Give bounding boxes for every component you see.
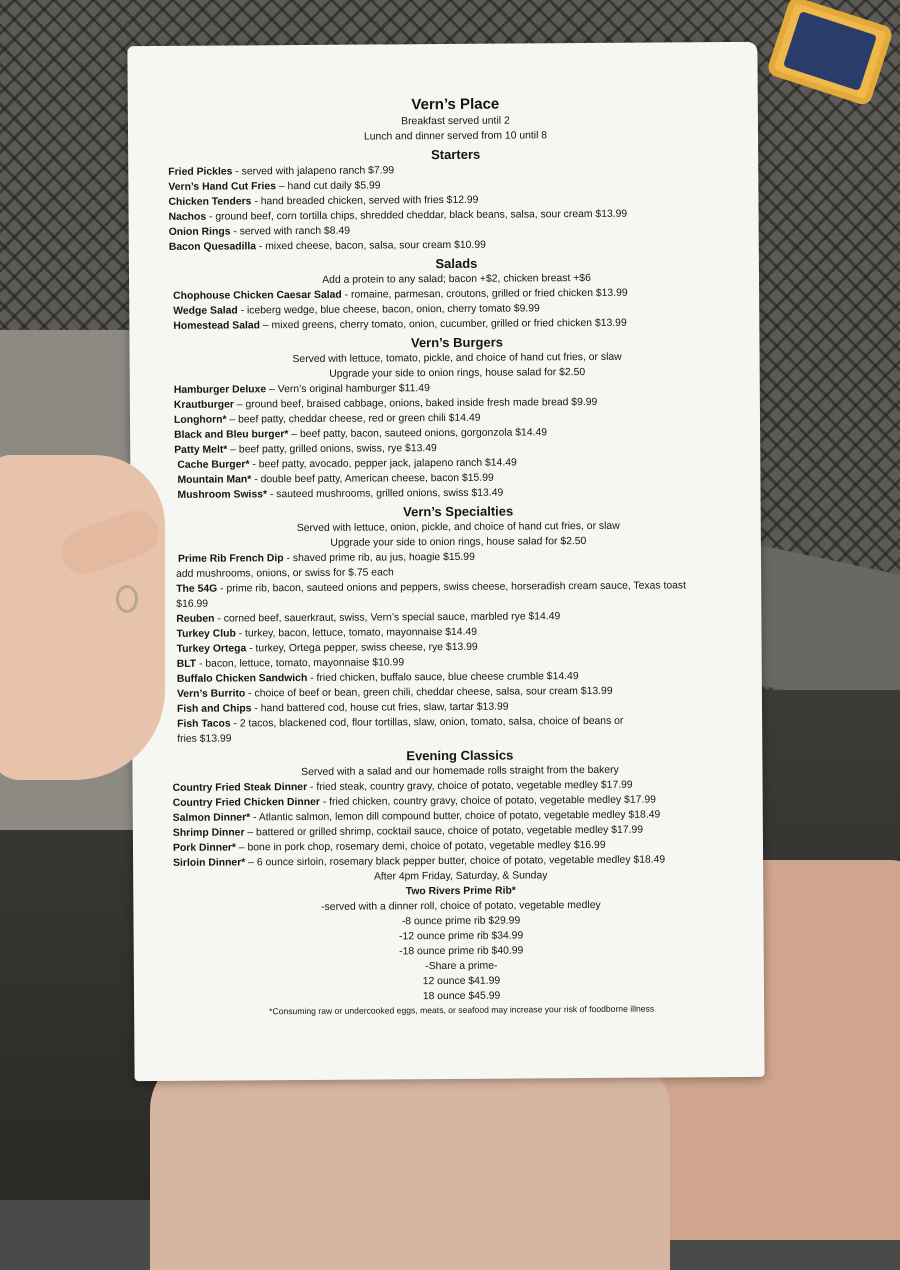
prime-rib-line: -12 ounce prime rib $34.99 [398, 930, 524, 943]
menu-paper [127, 42, 764, 1081]
menu-item: Shrimp Dinner – battered or grilled shrimp, cocktail sauce, choice of potato, vegetable medley $17.99 [172, 824, 644, 839]
menu-item: Pork Dinner* – bone in pork chop, rosemary demi, choice of potato, vegetable medley $16.99 [172, 839, 606, 854]
section-burgers: Vern’s Burgers [410, 334, 504, 351]
menu-item: Hamburger Deluxe – Vern’s original hamburger $11.49 [173, 383, 430, 396]
menu-item: Fried Pickles - served with jalapeno ranch $7.99 [168, 165, 395, 178]
section-salads: Salads [435, 255, 478, 272]
ring-icon [116, 585, 138, 613]
section-starters: Starters [431, 146, 481, 163]
prime-rib-line: -18 ounce prime rib $40.99 [399, 945, 524, 958]
menu-item: Longhorn* – beef patty, cheddar cheese, red or green chili $14.49 [173, 412, 481, 426]
prime-rib-line: 18 ounce $45.99 [422, 990, 501, 1003]
menu-item: Wedge Salad - iceberg wedge, blue cheese, bacon, onion, cherry tomato $9.99 [173, 303, 540, 317]
menu-item: Sirloin Dinner* – 6 ounce sirloin, rosemary black pepper butter, choice of potato, vegetable medley $18.49 [173, 854, 666, 869]
menu-item-continued: $16.99 [176, 598, 209, 610]
menu-item: Patty Melt* – beef patty, grilled onions, swiss, rye $13.49 [174, 443, 437, 456]
section-note: Served with lettuce, tomato, pickle, and choice of hand cut fries, or slaw [292, 351, 622, 366]
menu-item: Turkey Ortega - turkey, Ortega pepper, swiss cheese, rye $13.99 [176, 641, 478, 655]
menu-item: Bacon Quesadilla - mixed cheese, bacon, salsa, sour cream $10.99 [168, 239, 486, 253]
section-evening-classics: Evening Classics [406, 747, 514, 764]
prime-rib-title: Two Rivers Prime Rib* [405, 885, 516, 898]
menu-item: Country Fried Steak Dinner - fried steak, country gravy, choice of potato, vegetable medley $17.99 [172, 779, 633, 794]
section-note: Add a protein to any salad; bacon +$2, chicken breast +$6 [322, 272, 591, 286]
prime-rib-line: -8 ounce prime rib $29.99 [401, 915, 521, 928]
prime-rib-line: 12 ounce $41.99 [422, 975, 501, 988]
menu-item: Prime Rib French Dip - shaved prime rib, au jus, hoagie $15.99 [177, 551, 475, 565]
section-specialties: Vern’s Specialties [403, 503, 514, 520]
menu-item: Krautburger – ground beef, braised cabbage, onions, baked inside fresh made bread $9.99 [173, 396, 598, 411]
menu-item: Mountain Man* - double beef patty, American cheese, bacon $15.99 [177, 472, 494, 486]
menu-item: Turkey Club - turkey, bacon, lettuce, tomato, mayonnaise $14.49 [176, 626, 478, 640]
hours-lunch-dinner: Lunch and dinner served from 10 until 8 [363, 130, 548, 143]
prime-rib-line: -served with a dinner roll, choice of potato, vegetable medley [321, 899, 601, 913]
section-note: Served with lettuce, onion, pickle, and choice of hand cut fries, or slaw [296, 520, 620, 535]
prime-rib-line: -Share a prime- [425, 960, 498, 973]
hours-breakfast: Breakfast served until 2 [401, 115, 510, 128]
prime-rib-availability: After 4pm Friday, Saturday, & Sunday [373, 870, 548, 883]
menu-item: Vern’s Hand Cut Fries – hand cut daily $5.99 [168, 180, 381, 193]
section-note: Served with a salad and our homemade rolls straight from the bakery [301, 764, 619, 779]
menu-item: Salmon Dinner* - Atlantic salmon, lemon dill compound butter, choice of potato, vegetable medley $18.49 [172, 809, 661, 824]
menu-content [168, 94, 749, 1018]
restaurant-name: Vern’s Place [411, 95, 500, 114]
menu-item: Onion Rings - served with ranch $8.49 [168, 225, 351, 238]
section-note: Upgrade your side to onion rings, house salad for $2.50 [330, 536, 587, 549]
menu-item: Buffalo Chicken Sandwich - fried chicken, buffalo sauce, blue cheese crumble $14.49 [176, 671, 579, 685]
section-note: Upgrade your side to onion rings, house salad for $2.50 [329, 367, 586, 380]
menu-item: Mushroom Swiss* - sauteed mushrooms, grilled onions, swiss $13.49 [177, 487, 504, 501]
menu-item: Nachos - ground beef, corn tortilla chips, shredded cheddar, black beans, salsa, sour cream $13.99 [168, 208, 628, 223]
menu-item: BLT - bacon, lettuce, tomato, mayonnaise $10.99 [176, 657, 405, 670]
menu-item: Cache Burger* - beef patty, avocado, pepper jack, jalapeno ranch $14.49 [177, 457, 517, 471]
menu-item-addon: add mushrooms, onions, or swiss for $.75 each [176, 567, 394, 580]
food-safety-disclaimer: *Consuming raw or undercooked eggs, meats, or seafood may increase your risk of foodborne illness [269, 1003, 655, 1017]
menu-item: Country Fried Chicken Dinner - fried chicken, country gravy, choice of potato, vegetable medley $17.99 [172, 794, 656, 809]
menu-item: Black and Bleu burger* – beef patty, bacon, sauteed onions, gorgonzola $14.49 [174, 427, 548, 441]
menu-item: Fish and Chips - hand battered cod, house cut fries, slaw, tartar $13.99 [176, 701, 509, 715]
hand [0, 455, 165, 780]
menu-item: Vern’s Burrito - choice of beef or bean, green chili, cheddar cheese, salsa, sour cream $13.99 [176, 685, 613, 700]
menu-item: Fish Tacos - 2 tacos, blackened cod, flour tortillas, slaw, onion, tomato, salsa, choice of beans or [177, 715, 624, 730]
knee-left [150, 1050, 670, 1270]
menu-item: Reuben - corned beef, sauerkraut, swiss, Vern’s special sauce, marbled rye $14.49 [176, 611, 561, 625]
menu-item-continued: fries $13.99 [177, 733, 232, 745]
menu-item: Homestead Salad – mixed greens, cherry tomato, onion, cucumber, grilled or fried chicken $13.99 [173, 317, 627, 332]
menu-item: Chicken Tenders - hand breaded chicken, served with fries $12.99 [168, 194, 479, 208]
menu-item: The 54G - prime rib, bacon, sauteed onions and peppers, swiss cheese, horseradish cream sauce, Texas toast [176, 580, 687, 595]
menu-item: Chophouse Chicken Caesar Salad - romaine, parmesan, croutons, grilled or fried chicken $13.99 [173, 287, 628, 302]
